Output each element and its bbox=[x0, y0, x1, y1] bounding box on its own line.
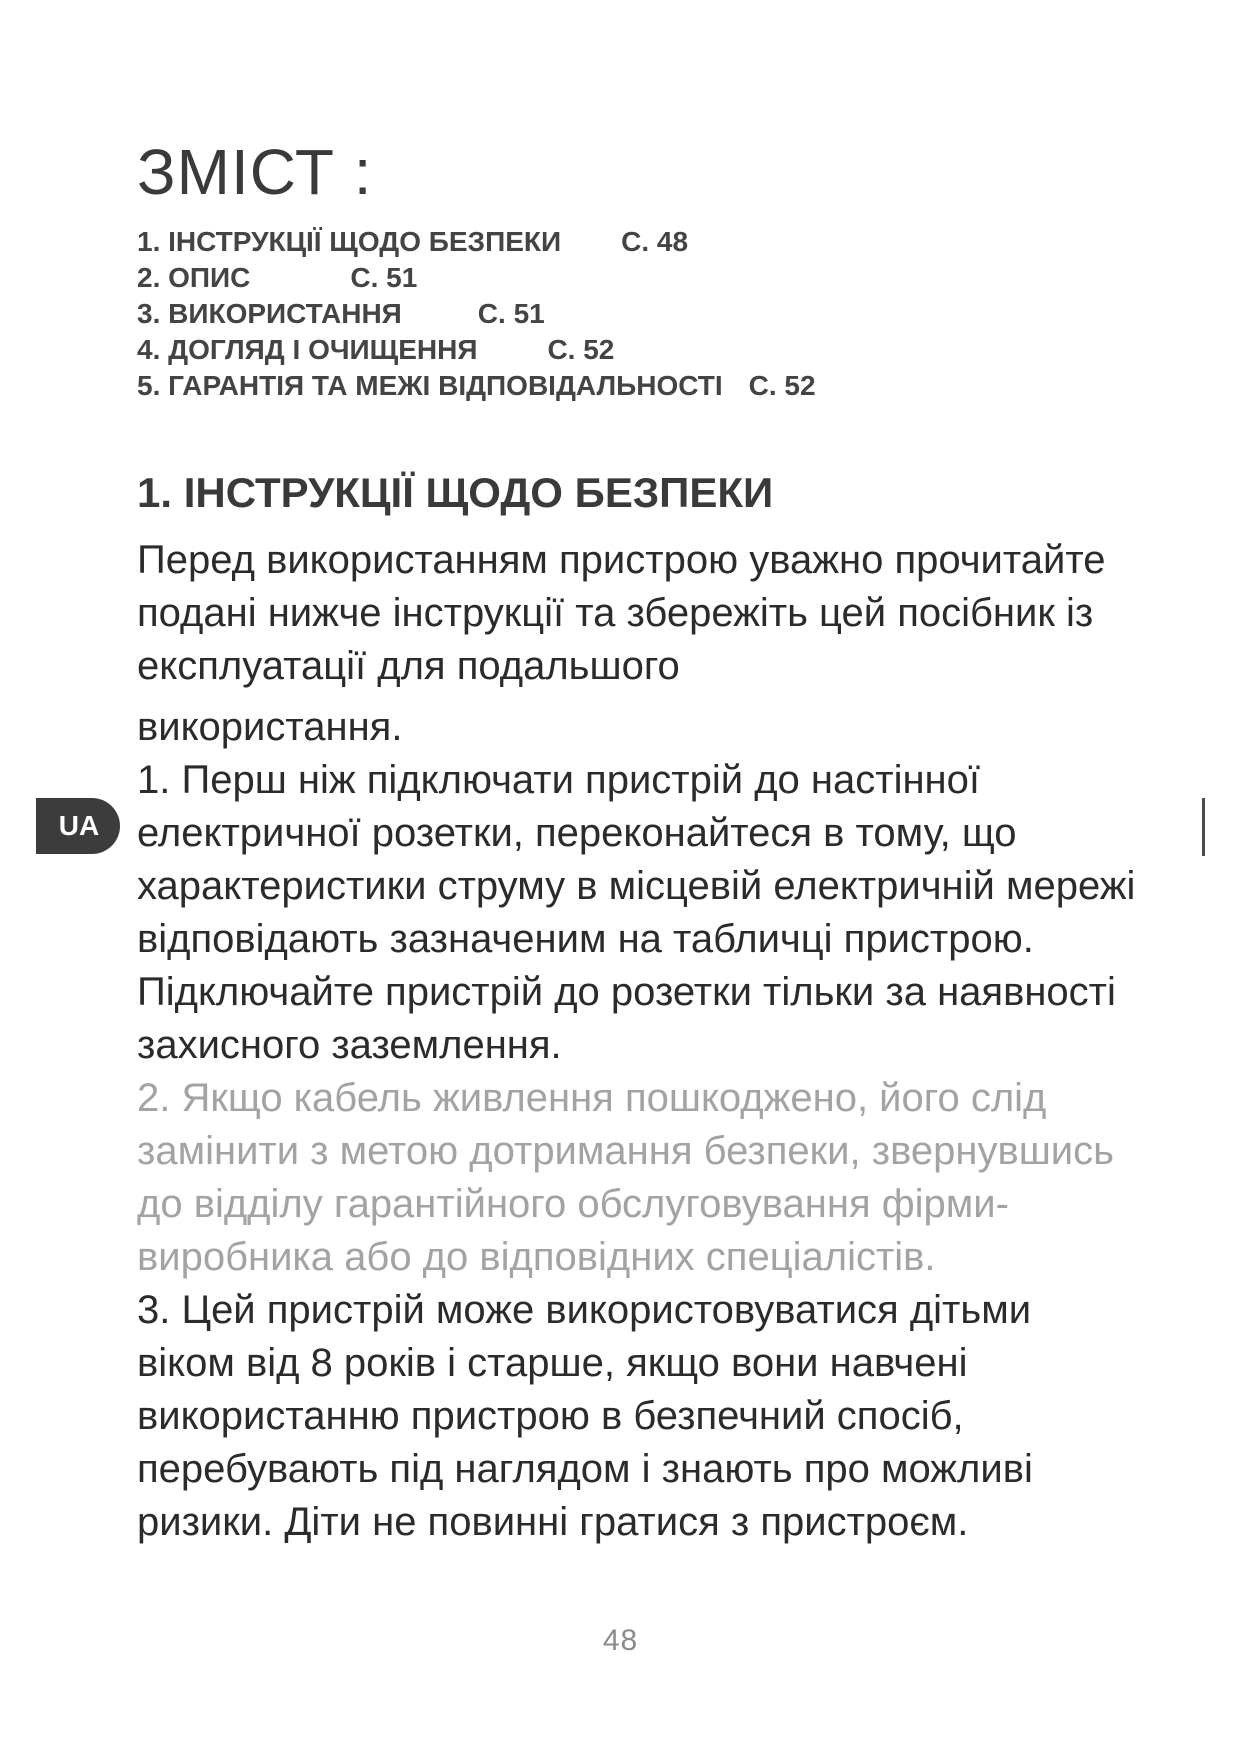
intro-paragraph bbox=[137, 534, 1137, 754]
safety-item-2: 2. Якщо кабель живлення пошкоджено, його слід замінити з метою дотримання безпеки, звернувшись до відділу гарантійного обслуговування фірми-виробника або до відповідних спеціалістів. bbox=[137, 1076, 1114, 1279]
intro-text: Перед використанням пристрою уважно прочитайте подані нижче інструкції та збережіть цей посібник із експлуатації для подальшого bbox=[137, 538, 1106, 688]
intro-text-last-line: використання. bbox=[137, 705, 403, 749]
table-of-contents bbox=[137, 224, 816, 404]
toc-item bbox=[137, 260, 816, 296]
page-number: 48 bbox=[602, 1624, 639, 1657]
toc-item-label: 4. ДОГЛЯД І ОЧИЩЕННЯ bbox=[137, 334, 478, 365]
toc-item-page: С. 52 bbox=[748, 370, 816, 401]
toc-item-page: С. 51 bbox=[350, 262, 418, 293]
edge-marker bbox=[1202, 798, 1205, 856]
toc-title: ЗМІСТ : bbox=[137, 136, 373, 208]
toc-item-label: 2. ОПИС bbox=[137, 262, 251, 293]
safety-item-1: 1. Перш ніж підключати пристрій до настінної електричної розетки, переконайтеся в тому, що характеристики струму в місцевій електричній мережі відповідають зазначеним на табличці пристрою. Підключайте пристрій до розетки тільки за наявності захисного заземлення. bbox=[137, 758, 1136, 1067]
toc-item bbox=[137, 296, 816, 332]
section-body bbox=[137, 534, 1137, 1549]
toc-item bbox=[137, 332, 816, 368]
language-tab: UA bbox=[36, 798, 120, 854]
toc-item-page: С. 51 bbox=[477, 298, 545, 329]
toc-item-page: С. 52 bbox=[547, 334, 615, 365]
toc-item-label: 3. ВИКОРИСТАННЯ bbox=[137, 298, 402, 329]
section-heading: 1. ІНСТРУКЦІЇ ЩОДО БЕЗПЕКИ bbox=[137, 469, 774, 516]
toc-item-label: 5. ГАРАНТІЯ ТА МЕЖІ ВІДПОВІДАЛЬНОСТІ bbox=[137, 370, 723, 401]
toc-item bbox=[137, 368, 816, 404]
safety-item-3: 3. Цей пристрій може використовуватися дітьми віком від 8 років і старше, якщо вони навчені використанню пристрою в безпечний спосіб, перебувають під наглядом і знають про можливі ризики. Діти не повинні гратися з пристроєм. bbox=[137, 1288, 1033, 1544]
toc-item-page: С. 48 bbox=[621, 226, 689, 257]
toc-item-label: 1. ІНСТРУКЦІЇ ЩОДО БЕЗПЕКИ bbox=[137, 226, 562, 257]
toc-item bbox=[137, 224, 816, 260]
